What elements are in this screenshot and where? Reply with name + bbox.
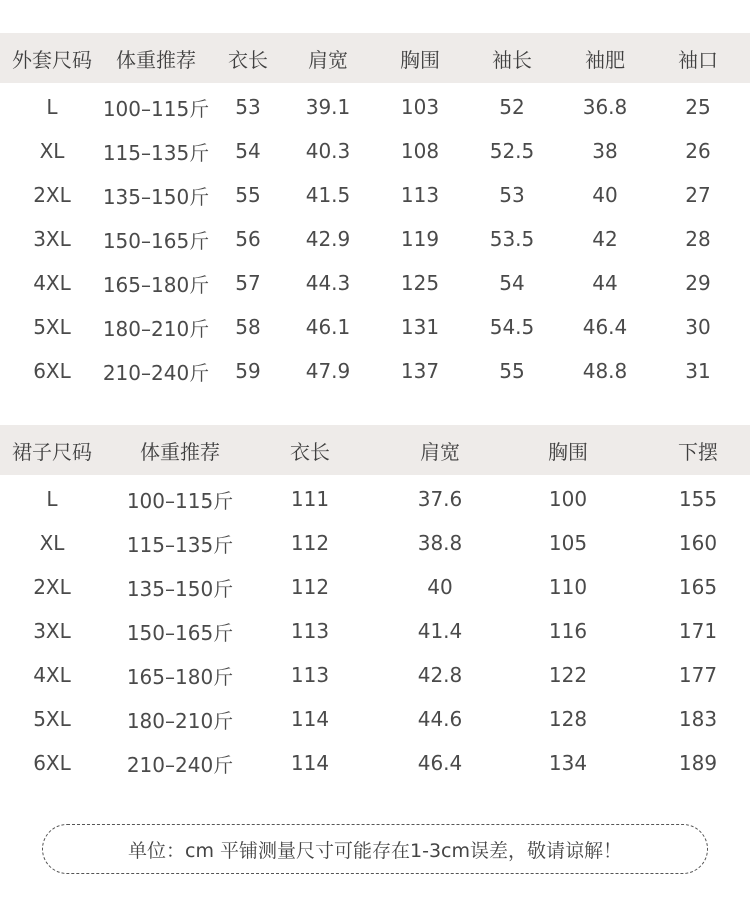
table-cell: 114: [290, 707, 330, 731]
table-cell: 177: [678, 663, 718, 687]
table-cell: 150–165斤: [102, 228, 210, 253]
table-cell: 135–150斤: [126, 576, 234, 601]
size-label: 4XL: [33, 271, 71, 295]
size-label: 2XL: [33, 575, 71, 599]
table-cell: 38: [592, 139, 618, 163]
table-cell: 59: [235, 359, 261, 383]
table-cell: 105: [548, 531, 588, 555]
size-label: L: [46, 95, 58, 119]
table-cell: 100: [548, 487, 588, 511]
table-cell: 160: [678, 531, 718, 555]
table-row: [0, 261, 750, 305]
size-label: XL: [39, 139, 65, 163]
table-cell: 155: [678, 487, 718, 511]
table-row: [0, 305, 750, 349]
table-row: [0, 477, 750, 521]
table-cell: 47.9: [305, 359, 351, 383]
jacket-header-cell: 袖口: [678, 47, 718, 72]
table-cell: 111: [290, 487, 330, 511]
table-row: [0, 349, 750, 393]
table-cell: 53: [499, 183, 525, 207]
table-cell: 165: [678, 575, 718, 599]
table-cell: 110: [548, 575, 588, 599]
skirt-header-cell: 裙子尺码: [12, 439, 92, 464]
table-cell: 54.5: [489, 315, 535, 339]
skirt-table-body: [0, 475, 750, 785]
table-cell: 189: [678, 751, 718, 775]
table-cell: 30: [685, 315, 711, 339]
table-cell: 46.4: [582, 315, 628, 339]
size-label: 6XL: [33, 751, 71, 775]
table-row: [0, 697, 750, 741]
table-cell: 115–135斤: [126, 532, 234, 557]
size-label: 5XL: [33, 315, 71, 339]
size-label: L: [46, 487, 58, 511]
table-cell: 210–240斤: [102, 360, 210, 385]
table-cell: 171: [678, 619, 718, 643]
table-row: [0, 741, 750, 785]
table-cell: 125: [400, 271, 440, 295]
table-cell: 100–115斤: [102, 96, 210, 121]
table-cell: 53: [235, 95, 261, 119]
table-cell: 42.8: [417, 663, 463, 687]
measurement-note: 单位：cm 平铺测量尺寸可能存在1-3cm误差，敬请谅解！: [42, 824, 708, 874]
table-cell: 52: [499, 95, 525, 119]
skirt-header-cell: 下摆: [678, 439, 718, 464]
table-cell: 25: [685, 95, 711, 119]
table-cell: 28: [685, 227, 711, 251]
skirt-header-cell: 衣长: [290, 439, 330, 464]
size-label: 5XL: [33, 707, 71, 731]
table-cell: 113: [290, 663, 330, 687]
skirt-header-cell: 胸围: [548, 439, 588, 464]
size-label: 2XL: [33, 183, 71, 207]
table-cell: 150–165斤: [126, 620, 234, 645]
size-label: 3XL: [33, 227, 71, 251]
jacket-header-cell: 袖肥: [585, 47, 625, 72]
table-cell: 29: [685, 271, 711, 295]
table-cell: 40.3: [305, 139, 351, 163]
table-cell: 165–180斤: [102, 272, 210, 297]
table-row: [0, 653, 750, 697]
jacket-header-cell: 体重推荐: [116, 47, 196, 72]
table-cell: 42.9: [305, 227, 351, 251]
table-cell: 39.1: [305, 95, 351, 119]
table-cell: 134: [548, 751, 588, 775]
table-cell: 137: [400, 359, 440, 383]
table-cell: 55: [235, 183, 261, 207]
table-cell: 135–150斤: [102, 184, 210, 209]
table-cell: 58: [235, 315, 261, 339]
table-row: [0, 521, 750, 565]
table-cell: 37.6: [417, 487, 463, 511]
jacket-header-cell: 肩宽: [308, 47, 348, 72]
table-cell: 113: [290, 619, 330, 643]
jacket-header-cell: 衣长: [228, 47, 268, 72]
table-cell: 180–210斤: [126, 708, 234, 733]
jacket-table-body: [0, 83, 750, 393]
skirt-header-cell: 体重推荐: [140, 439, 220, 464]
table-cell: 128: [548, 707, 588, 731]
table-cell: 54: [499, 271, 525, 295]
table-cell: 183: [678, 707, 718, 731]
table-cell: 36.8: [582, 95, 628, 119]
size-label: 6XL: [33, 359, 71, 383]
table-cell: 112: [290, 575, 330, 599]
jacket-table-header: [0, 33, 750, 83]
skirt-header-cell: 肩宽: [420, 439, 460, 464]
table-cell: 55: [499, 359, 525, 383]
table-cell: 54: [235, 139, 261, 163]
table-cell: 41.4: [417, 619, 463, 643]
table-cell: 103: [400, 95, 440, 119]
size-label: 3XL: [33, 619, 71, 643]
table-cell: 46.4: [417, 751, 463, 775]
table-cell: 56: [235, 227, 261, 251]
table-row: [0, 565, 750, 609]
skirt-table-header: [0, 425, 750, 475]
size-label: XL: [39, 531, 65, 555]
table-cell: 116: [548, 619, 588, 643]
table-cell: 44.6: [417, 707, 463, 731]
jacket-header-cell: 胸围: [400, 47, 440, 72]
table-cell: 38.8: [417, 531, 463, 555]
jacket-header-cell: 袖长: [492, 47, 532, 72]
skirt-size-table: [0, 425, 750, 785]
table-row: [0, 217, 750, 261]
table-cell: 44.3: [305, 271, 351, 295]
table-cell: 44: [592, 271, 618, 295]
table-cell: 40: [592, 183, 618, 207]
jacket-size-table: [0, 33, 750, 393]
table-cell: 112: [290, 531, 330, 555]
table-cell: 180–210斤: [102, 316, 210, 341]
table-cell: 114: [290, 751, 330, 775]
table-cell: 131: [400, 315, 440, 339]
table-cell: 46.1: [305, 315, 351, 339]
table-row: [0, 173, 750, 217]
table-cell: 119: [400, 227, 440, 251]
table-cell: 48.8: [582, 359, 628, 383]
table-cell: 100–115斤: [126, 488, 234, 513]
table-cell: 26: [685, 139, 711, 163]
jacket-header-cell: 外套尺码: [12, 47, 92, 72]
table-cell: 57: [235, 271, 261, 295]
table-cell: 122: [548, 663, 588, 687]
table-cell: 115–135斤: [102, 140, 210, 165]
table-cell: 41.5: [305, 183, 351, 207]
table-cell: 113: [400, 183, 440, 207]
table-cell: 210–240斤: [126, 752, 234, 777]
table-cell: 52.5: [489, 139, 535, 163]
table-cell: 165–180斤: [126, 664, 234, 689]
size-label: 4XL: [33, 663, 71, 687]
table-row: [0, 129, 750, 173]
table-cell: 31: [685, 359, 711, 383]
table-cell: 42: [592, 227, 618, 251]
table-row: [0, 609, 750, 653]
table-cell: 27: [685, 183, 711, 207]
table-cell: 40: [427, 575, 453, 599]
table-cell: 53.5: [489, 227, 535, 251]
table-cell: 108: [400, 139, 440, 163]
table-row: [0, 85, 750, 129]
